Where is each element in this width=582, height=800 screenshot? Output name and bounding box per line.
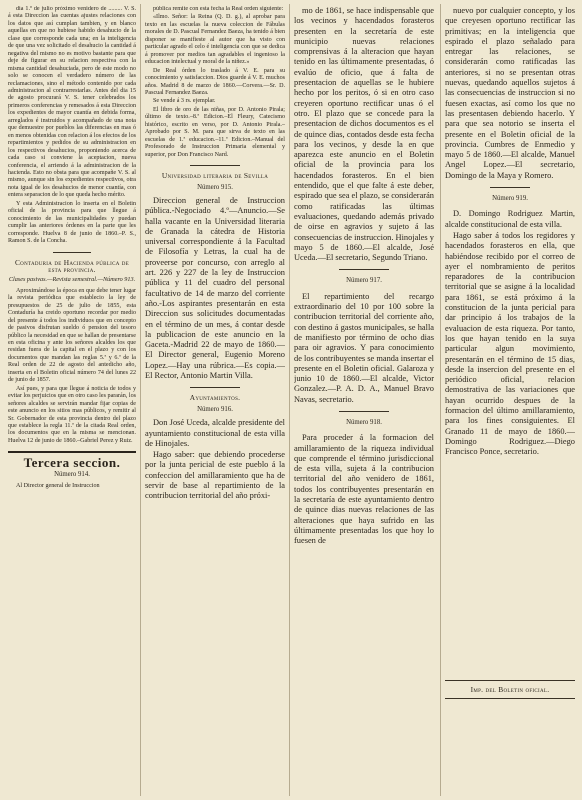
paragraph: nuevo por cualquier concepto, y los que creyesen oportuno rectificar las primitivas; en la inteligencia que espirado el plazo señalado para entregar las relaciones, se considerarán como ratificadas las anteriores, si no se presentan otras nuevas, quedando aquellos sujetos á las consecuencias de instruccion si no fuesen exactas, así como los que no las presentasen debiendo hacerlo. Y para que sea notorio se inserta el presente en el Boletin oficial de la provincia. Cumbres de Enmedio y mayo 5 de 1860.—El alcalde, Manuel Angel Lopez.—El secretario, Domingo de la Maya y Romero. <box>445 6 575 180</box>
column-4 <box>445 6 575 656</box>
notice-number: Número 916. <box>197 405 233 413</box>
paragraph: Don José Uceda, alcalde presidente del ayuntamiento constitucional de esta villa de Hinojales. <box>145 418 285 448</box>
paragraph: Aproximándose la época en que debe tener lugar la revista periódica que establecio la ley de presupuestos de 25 de julio de 1855, esta Contaduría ha creido oportuno recordar por medio del presente á todos los individuos que en concepto de pasivos disfrutan sueldo ó pension del tesoro público la necesidad en que se hallan de presentarse en esta oficina y ante los señores alcaldes los que residan fuera de la capital en el plazo y con los documentos que mandan las reglas 5.ª y 6.ª de la Real orden de 22 de agosto del antedicho año, inserta en el Boletin oficial número 74 del lunes 22 de junio de 1857. <box>8 287 136 384</box>
ayuntamientos-heading: Ayuntamientos. <box>189 393 241 403</box>
divider <box>190 387 240 388</box>
section-title: Tercera seccion. <box>23 455 121 471</box>
column-1 <box>8 6 136 796</box>
divider <box>190 165 240 166</box>
col1-intro <box>8 6 136 246</box>
contaduria-heading: Contaduria de Hacienda pública de esta provincia. <box>14 257 130 274</box>
paragraph: «Ilmo. Señor: la Reina (Q. D. g.), al aprobar para texto en las escuelas la nueva coleccion de Fábulas morales de D. Pascual Fernandez Baeza, ha tenido á bien disponer se manifieste al autor que ha visto con particular agrado el celo é inteligencia con que se dedica á promover por medios tan agradables el ingenioso la educacion intelectual y moral de la niñez.» <box>145 14 285 66</box>
imprint-text: Imp. del Boletin oficial. <box>470 685 550 694</box>
divider <box>339 269 389 270</box>
paragraph: Para proceder á la formacion del amillaramiento de la riqueza individual que comprende el término jurisdiccional de esta villa, sujeta á la contribucion territorial del año venidero de 1861, todos los contribuyentes presentarán en la secretaría de este ayuntamiento dentro de quince dias nuevas relaciones de las alteraciones que haya sufrido en las últimamente presentadas los que hoy lo fuesen de <box>294 433 434 546</box>
section-rule <box>8 451 136 453</box>
paragraph: dia 1.º de julio próximo venidero de ......... V. S. á esta Direccion las cuentas ajustes relaciones con los datos que así cumplan tambien, y en blanco aquellas en que no hubiese habido desahucio de la clase que corresponde cada una; en la inteligencia de que una vez solicitado el desahucio la cantidad á negativa del mismo no es motivo bastante para que deje de figurar en su relacion respectiva con la misma cantidad desahuciada, pero de este modo no solo se conocen el verdadero número de las reclamaciones, sino el método contenido por cada administracion al contrarrestarlas. Antes del dia 15 de agosto procurará V. S. tener celebrados los primeros conferencias y remesados á esta Direccion los expedientes de mayor cuantía en debida forma, arreglados é instruidos y acompañado de una nota que demuestre por pueblos las diferencias en mas ó en menos obtenidas con relacion á los efectos de los repartimientos y pedidos de su administracion en los respectivos desahucios, proponiendo acerca de cada caso si conviene la aceptacion, nueva conferencia, el arriendo á la administracion de la hacienda. Esto no obsta para que acompañe V. S. al mismo, aunque sin los expedientes respectivos, otra nota igual de los desahucios de menor cuantía, con entera separacion de lo que queda hecho mérito. <box>8 6 136 199</box>
paragraph: Se vende á 3 rs. ejemplar. <box>153 98 216 105</box>
universidad-heading: Universidad literaria de Sevilla <box>161 171 269 181</box>
contaduria-subheading: Clases pasivas.—Revista semestral.—Número 913. <box>8 276 136 284</box>
notice-number: Número 914. <box>54 470 90 478</box>
divider <box>490 187 530 188</box>
ayuntamientos-notice <box>145 418 285 501</box>
paragraph: D. Domingo Rodriguez Martin, alcalde constitucional de esta villa. <box>445 209 575 229</box>
divider <box>339 411 389 412</box>
divider <box>445 680 575 681</box>
universidad-notice <box>145 196 285 381</box>
paragraph: El libro de oro de las niñas, por D. Antonio Pirala; último de texto.–8.ª Edicion.–El Fleury, Catecismo histórico, escrito en verso, por D. Antonio Pirala.–Aprobado por S. M. para que sirva de texto en las escuelas de 1.ª educacion.–11.ª Edicion.–Manual del Profesorado de Instruccion Primaria elemental y superior, por Don Francisco Nard. <box>145 106 285 158</box>
notice-number: Número 917. <box>346 277 382 285</box>
paragraph: Al Director general de Instruccion <box>16 483 100 490</box>
column-3 <box>294 6 434 796</box>
paragraph: De Real órden lo traslado á V. E. para su conocimiento y satisfaccion. Dios guarde á V. E. muchos años. Madrid 8 de marzo de 1860.—Corvera.—Sr. D. Pascual Fernandez Baeza. <box>145 67 285 96</box>
paragraph: Direccion general de Instruccion pública.-Negociado 4.º—Anuncio.—Se halla vacante en la Universidad literaria de Granada la cátedra de Historia universal correspondiente á la Facultad de Filosofía y Letras, la cual ha de proveerse por concurso, con arreglo al art. 226 y 227 de la ley de Instruccion pública y 11 del cuadro del personal facultativo de 14 de marzo del corriente año.-Los aspirantes presentarán en esta Direccion sus solicitudes documentadas en el término de un mes, á contar desde la publicacion de este anuncio en la Gaceta.-Madrid 22 de mayo de 1860.—El Director general, Eugenio Moreno Lopez.—Hay una rúbrica.—Es copia.—El Rector, Antonio Martin Villa. <box>145 195 285 381</box>
paragraph: pública remite con esta fecha la Real orden siguiente: <box>153 6 284 12</box>
paragraph: Hago saber á todos los regidores y hacendados forasteros en ella, que habiéndose recibido por el correo de ayer el nombramiento de peritos reparadores de la contribucion territorial que se asigne á la localidad para 1861, se está próximo á la constitucion de la junta pericial para dar principio á los trabajos de la evaluacion de esta riqueza. Por tanto, los que hayan tenido en la suya particular algun movimiento, presentarán en el término de 15 dias, desde la insercion del presente en el periódico oficial, relacion demostrativa de las variaciones que hayan ocurrido despues de la formacion del último amillaramiento, para los fines consiguientes. El Granado 11 de mayo de 1860.—Domingo Rodriguez.—Diego Francisco Ponce, secretario. <box>445 230 575 457</box>
notice-number: Número 918. <box>346 418 382 426</box>
notice-number: Número 919. <box>492 195 528 203</box>
paragraph: Así pues, y para que llegue á noticia de todos y evitar los perjuicios que en otro caso les pararán, los señores alcaldes se servirán mandar fijar copias de este anuncio en los sitios mas públicos, y remitir al Sr. Gobernador de esta provincia dentro del plazo que establece la regla 11.ª de la citada Real orden, los documentos que en la misma se mencionan. Huelva 12 de junio de 1860.–Gabriel Perez y Ruiz. <box>8 385 136 444</box>
paragraph: Hago saber: que debiendo procederse por la junta pericial de este pueblo á la confeccion del amillaramiento que ha de servir de base al repartimiento de la contribucion territorial del año próxi- <box>145 450 285 501</box>
paragraph: El repartimiento del recargo extraordinario del 10 por 100 sobre la contribucion territorial del corriente año, con destino á gastos municipales, se halla de manifiesto por término de ocho dias para oir agravios. Y para conocimiento de los contribuyentes se manda insertar el presente en el Boletin oficial. Galaroza y junio 10 de 1860.—El alcalde, Victor Gonzalez.—P. A. D. A., Manuel Bravo Navas, secretario. <box>294 291 434 404</box>
column-divider <box>289 4 290 796</box>
column-2 <box>145 6 285 796</box>
paragraph: mo de 1861, se hace indispensable que los vecinos y hacendados forasteros presenten en la secretaría de este municipio nuevas relaciones comprensivas á la alteracion que hayan tenido en las últimamente presentadas, ó evalúo de oficio, que á falta de presentacion de aquellas se le hubiere hecho por los peritos, ó si en otro caso creyeren oportuno rectificar unas ó el otro. El plazo que se concede para la presentacion de dichos documentos es el de quince dias, contados desde esta fecha para los vecinos, y desde la en que aparezca este anuncio en el Boletin oficial de la provincia para los hacendados forasteros. En el bien entendido, que el que falte á este deber, espirado que sea el plazo, se considerarán como ratificadas las últimas evaluaciones, quedando además privado de oirse en agravios y sujeto á las consecuencias de instruccion. Hinojales y mayo 5 de 1860.—El alcalde, José Uceda.—El secretario, Segundo Triano. <box>294 6 434 263</box>
printer-imprint <box>445 680 575 699</box>
notice-number: Número 915. <box>197 183 233 191</box>
paragraph: Y esta Administracion lo inserta en el Boletin oficial de la provincia para que llegue á conocimiento de las municipalidades y puedan cumplir las anteriores órdenes en la parte que les corresponde. Huelva 8 de junio de 1860.–P. S., Ramon S. de la Concha. <box>8 200 136 245</box>
column-divider <box>140 4 141 796</box>
divider <box>445 698 575 699</box>
column-divider <box>440 4 441 796</box>
divider <box>53 252 91 253</box>
